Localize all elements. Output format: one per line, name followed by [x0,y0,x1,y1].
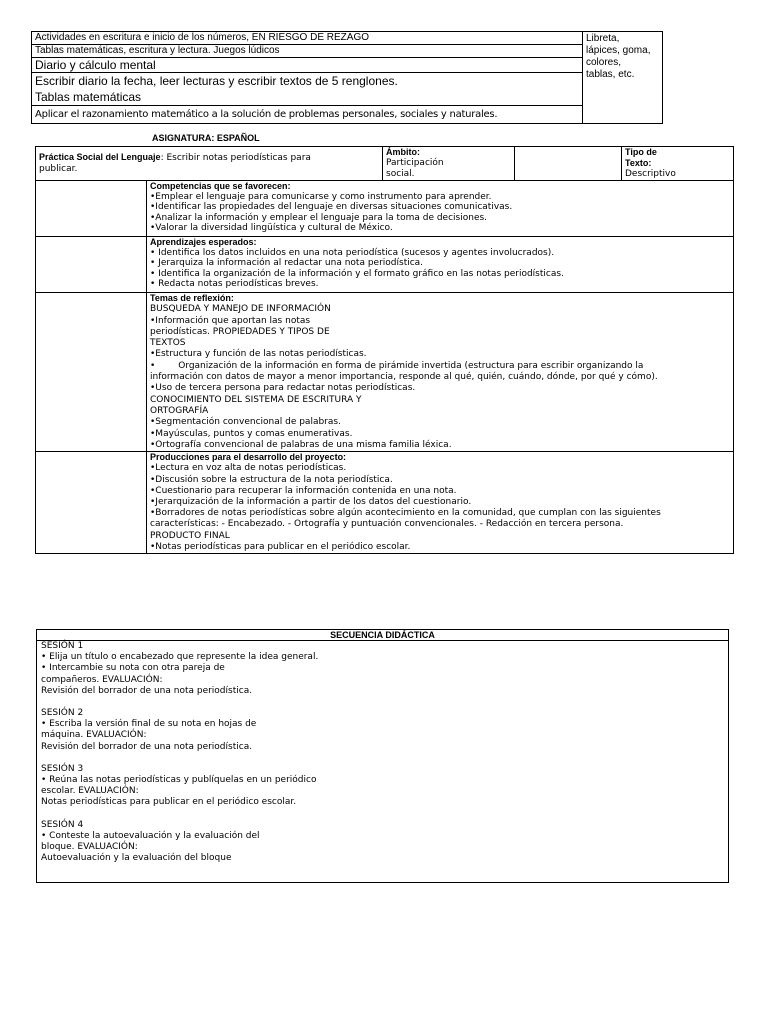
session-line: bloque. EVALUACIÓN: [41,842,138,853]
top-row-4-line: Tablas matemáticas [35,90,142,104]
session-line: compañeros. EVALUACIÓN: [41,674,163,685]
top-row-2: Tablas matemáticas, escritura y lectura. Juegos lúdicos [32,45,583,58]
session-4 [41,820,725,865]
secuencia-table [36,629,729,883]
session-line: SESIÓN 1 [41,641,84,651]
session-line: • Escriba la versión final de su nota en hojas de [41,719,257,730]
tema-line: periodísticas. PROPIEDADES Y TIPOS DE [150,326,330,337]
tema-line: • Organización de la información en forma de pirámide invertida (estructura para escribir organizando la [150,360,644,371]
session-line: Autoevaluación y la evaluación del bloque [41,853,232,864]
session-1 [41,641,725,697]
secuencia-title: SECUENCIA DIDÁCTICA [37,630,729,641]
aprendizaje-item: • Identifica la organización de la información y el formato gráfico en las notas periodísticas. [150,268,564,279]
competencia-item: •Emplear el lenguaje para comunicarse y como instrumento para aprender. [150,191,492,202]
practica-text-2: publicar. [39,164,78,174]
materials-line: colores, [586,57,622,68]
tipo-cell [622,147,734,181]
competencias-cell [147,181,734,237]
tema-line: TEXTOS [150,338,186,349]
produccion-line: PRODUCTO FINAL [150,530,230,541]
produccion-line: •Jerarquización de la información a partir de los datos del cuestionario. [150,496,472,507]
aprendizaje-item: • Identifica los datos incluidos en una nota periodística (sucesos y agentes involucrados). [150,247,555,258]
aprendizaje-item: • Redacta notas periodísticas breves. [150,279,319,289]
produccion-line: •Notas periodísticas para publicar en el periódico escolar. [150,541,411,552]
competencia-item: •Identificar las propiedades del lenguaje en diversas situaciones comunicativas. [150,202,513,212]
session-line: • Conteste la autoevaluación y la evaluación del [41,830,260,841]
left-blank-cell [36,237,147,293]
tipo-label: Texto: [625,158,652,168]
produccion-line: •Borradores de notas periodísticas sobre algún acontecimiento en la comunidad, que cumplan con las siguientes [150,508,661,519]
materials-line: tablas, etc. [586,69,635,80]
left-blank-cell [36,452,147,554]
session-line: SESIÓN 2 [41,708,84,719]
materials-line: lápices, goma, [586,45,651,56]
materials-cell [583,32,663,124]
tema-line: BUSQUEDA Y MANEJO DE INFORMACIÓN [150,304,331,315]
produccion-line: •Discusión sobre la estructura de la nota periodística. [150,474,393,485]
competencia-item: •Valorar la diversidad lingüística y cultural de México. [150,223,393,233]
session-line: Revisión del borrador de una nota periodística. [41,685,253,696]
produccion-line: •Cuestionario para recuperar la información contenida en una nota. [150,485,457,496]
tema-line: información con datos de mayor a menor importancia, responde al qué, quién, cuándo, dónde, por qué y cómo). [150,372,658,383]
tema-line: •Uso de tercera persona para redactar notas periodísticas. [150,383,416,394]
session-line: • Intercambie su nota con otra pareja de [41,663,225,674]
main-table [35,146,734,554]
session-line: SESIÓN 3 [41,763,84,774]
session-line: • Elija un título o encabezado que represente la idea general. [41,652,319,663]
tema-line: CONOCIMIENTO DEL SISTEMA DE ESCRITURA Y [150,394,362,405]
top-row-4 [32,73,583,106]
left-blank-cell [36,293,147,452]
practica-label: Práctica Social del Lenguaje [39,152,161,162]
top-row-5: Aplicar el razonamiento matemático a la solución de problemas personales, sociales y naturales. [32,106,583,124]
temas-cell [147,293,734,452]
aprendizaje-item: • Jerarquiza la información al redactar una nota periodística. [150,258,424,268]
practica-text: : Escribir notas periodísticas para [160,153,311,163]
tipo-value: Descriptivo [625,169,676,179]
tema-line: •Ortografía convencional de palabras de una misma familia léxica. [150,439,452,450]
produccion-line: •Lectura en voz alta de notas periodísticas. [150,463,347,474]
tema-line: •Mayúsculas, puntos y comas enumerativas. [150,428,353,439]
top-table [31,31,663,124]
session-2 [41,708,725,753]
competencia-item: •Analizar la información y emplear el lenguaje para la toma de decisiones. [150,212,488,223]
aprendizajes-title: Aprendizajes esperados: [150,237,257,247]
produccion-line: características: - Encabezado. - Ortografía y puntuación convencionales. - Redacción en tercera persona. [150,519,624,530]
temas-title: Temas de reflexión: [150,293,234,303]
tema-line: ORTOGRAFÍA [150,405,209,416]
session-line: • Reúna las notas periodísticas y publíquelas en un periódico [41,775,317,786]
tipo-label: Tipo de [625,147,657,157]
practica-cell [36,147,383,181]
top-row-3: Diario y cálculo mental [32,58,583,73]
top-row-4-line: Escribir diario la fecha, leer lecturas y escribir textos de 5 renglones. [35,74,398,88]
asignatura-heading: ASIGNATURA: ESPAÑOL [152,133,260,143]
session-line: máquina. EVALUACIÓN: [41,730,147,741]
session-line: Notas periodísticas para publicar en el periódico escolar. [41,797,297,808]
session-line: Revisión del borrador de una nota periodística. [41,741,253,752]
session-line: SESIÓN 4 [41,819,84,830]
producciones-cell [147,452,734,554]
tema-line: •Estructura y función de las notas periodísticas. [150,349,367,360]
tema-line: •Segmentación convencional de palabras. [150,417,341,428]
producciones-title: Producciones para el desarrollo del proyecto: [150,452,347,463]
ambito-line: social. [386,169,415,179]
empty-cell [515,147,622,181]
tema-line: •Información que aportan las notas [150,315,311,326]
session-line: escolar. EVALUACIÓN: [41,786,139,797]
left-blank-cell [36,181,147,237]
top-row-1: Actividades en escritura e inicio de los números, EN RIESGO DE REZAGO [32,32,583,45]
aprendizajes-cell [147,237,734,293]
competencias-title: Competencias que se favorecen: [150,181,291,191]
session-3 [41,764,725,809]
ambito-cell [383,147,515,181]
materials-line: Libreta, [586,33,620,44]
ambito-line: Participación [386,158,444,168]
secuencia-body [37,641,729,883]
ambito-label: Ámbito: [386,147,420,157]
